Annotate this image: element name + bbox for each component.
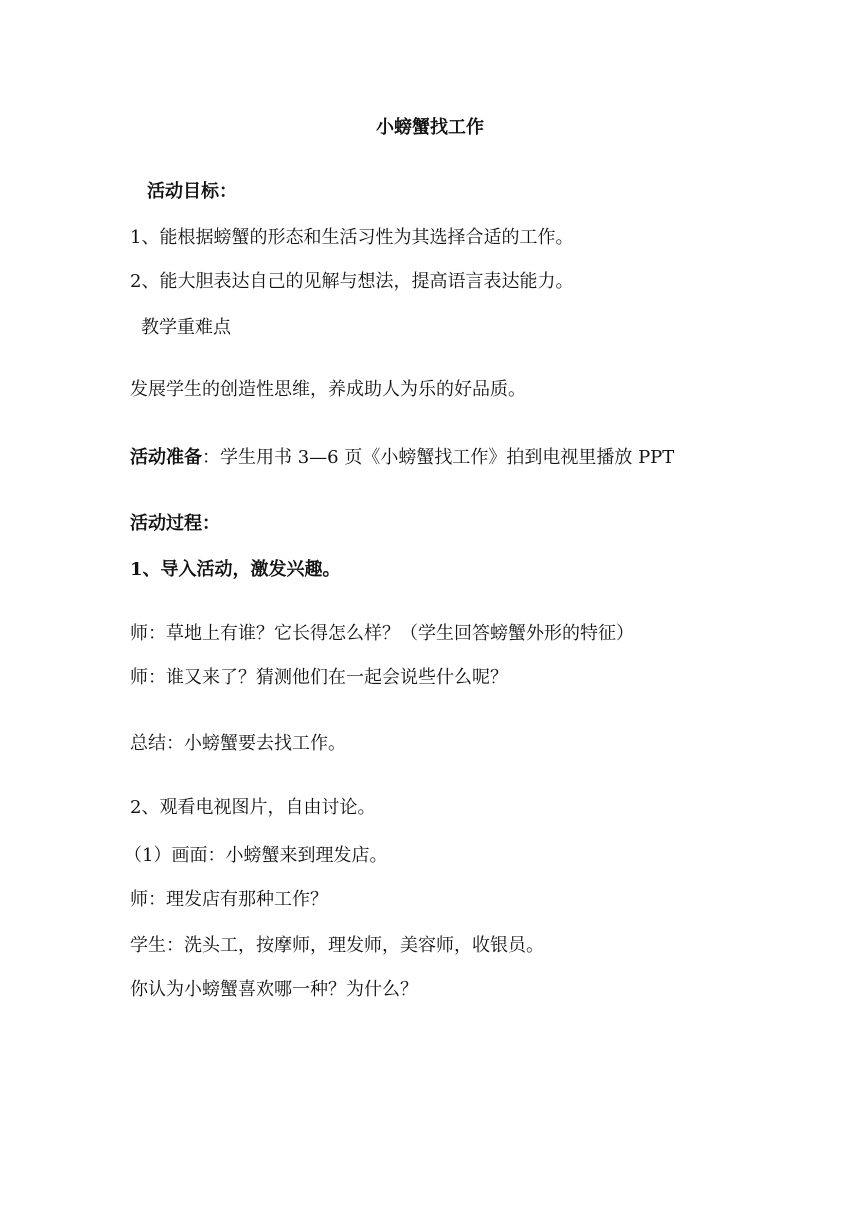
question-line: 你认为小螃蟹喜欢哪一种？为什么？: [130, 979, 418, 1000]
step-1-heading: 1、导入活动，激发兴趣。: [130, 559, 341, 580]
process-heading: 活动过程：: [130, 513, 220, 534]
goals-heading: 活动目标：: [147, 181, 237, 202]
key-points-text: 发展学生的创造性思维，养成助人为乐的好品质。: [130, 379, 526, 400]
preparation-text: ：学生用书 3—6 页《小螃蟹找工作》拍到电视里播放 PPT: [202, 447, 675, 468]
teacher-line-1: 师：草地上有谁？它长得怎么样？（学生回答螃蟹外形的特征）: [130, 623, 634, 644]
preparation-label: 活动准备: [130, 447, 202, 468]
key-points-heading: 教学重难点: [141, 317, 231, 338]
document-title: 小螃蟹找工作: [376, 117, 484, 138]
scene-1-line: （1）画面：小螃蟹来到理发店。: [124, 845, 388, 866]
student-line-1: 学生：洗头工，按摩师，理发师，美容师，收银员。: [130, 935, 544, 956]
teacher-line-2: 师：谁又来了？猜测他们在一起会说些什么呢？: [130, 667, 508, 688]
goal-item-2: 2、能大胆表达自己的见解与想法，提高语言表达能力。: [130, 271, 574, 292]
goal-item-1: 1、能根据螃蟹的形态和生活习性为其选择合适的工作。: [130, 227, 574, 248]
step-2-heading: 2、观看电视图片，自由讨论。: [130, 797, 376, 818]
preparation-line: [130, 446, 674, 470]
summary-line: 总结：小螃蟹要去找工作。: [130, 733, 346, 754]
teacher-line-3: 师：理发店有那种工作？: [130, 889, 328, 910]
